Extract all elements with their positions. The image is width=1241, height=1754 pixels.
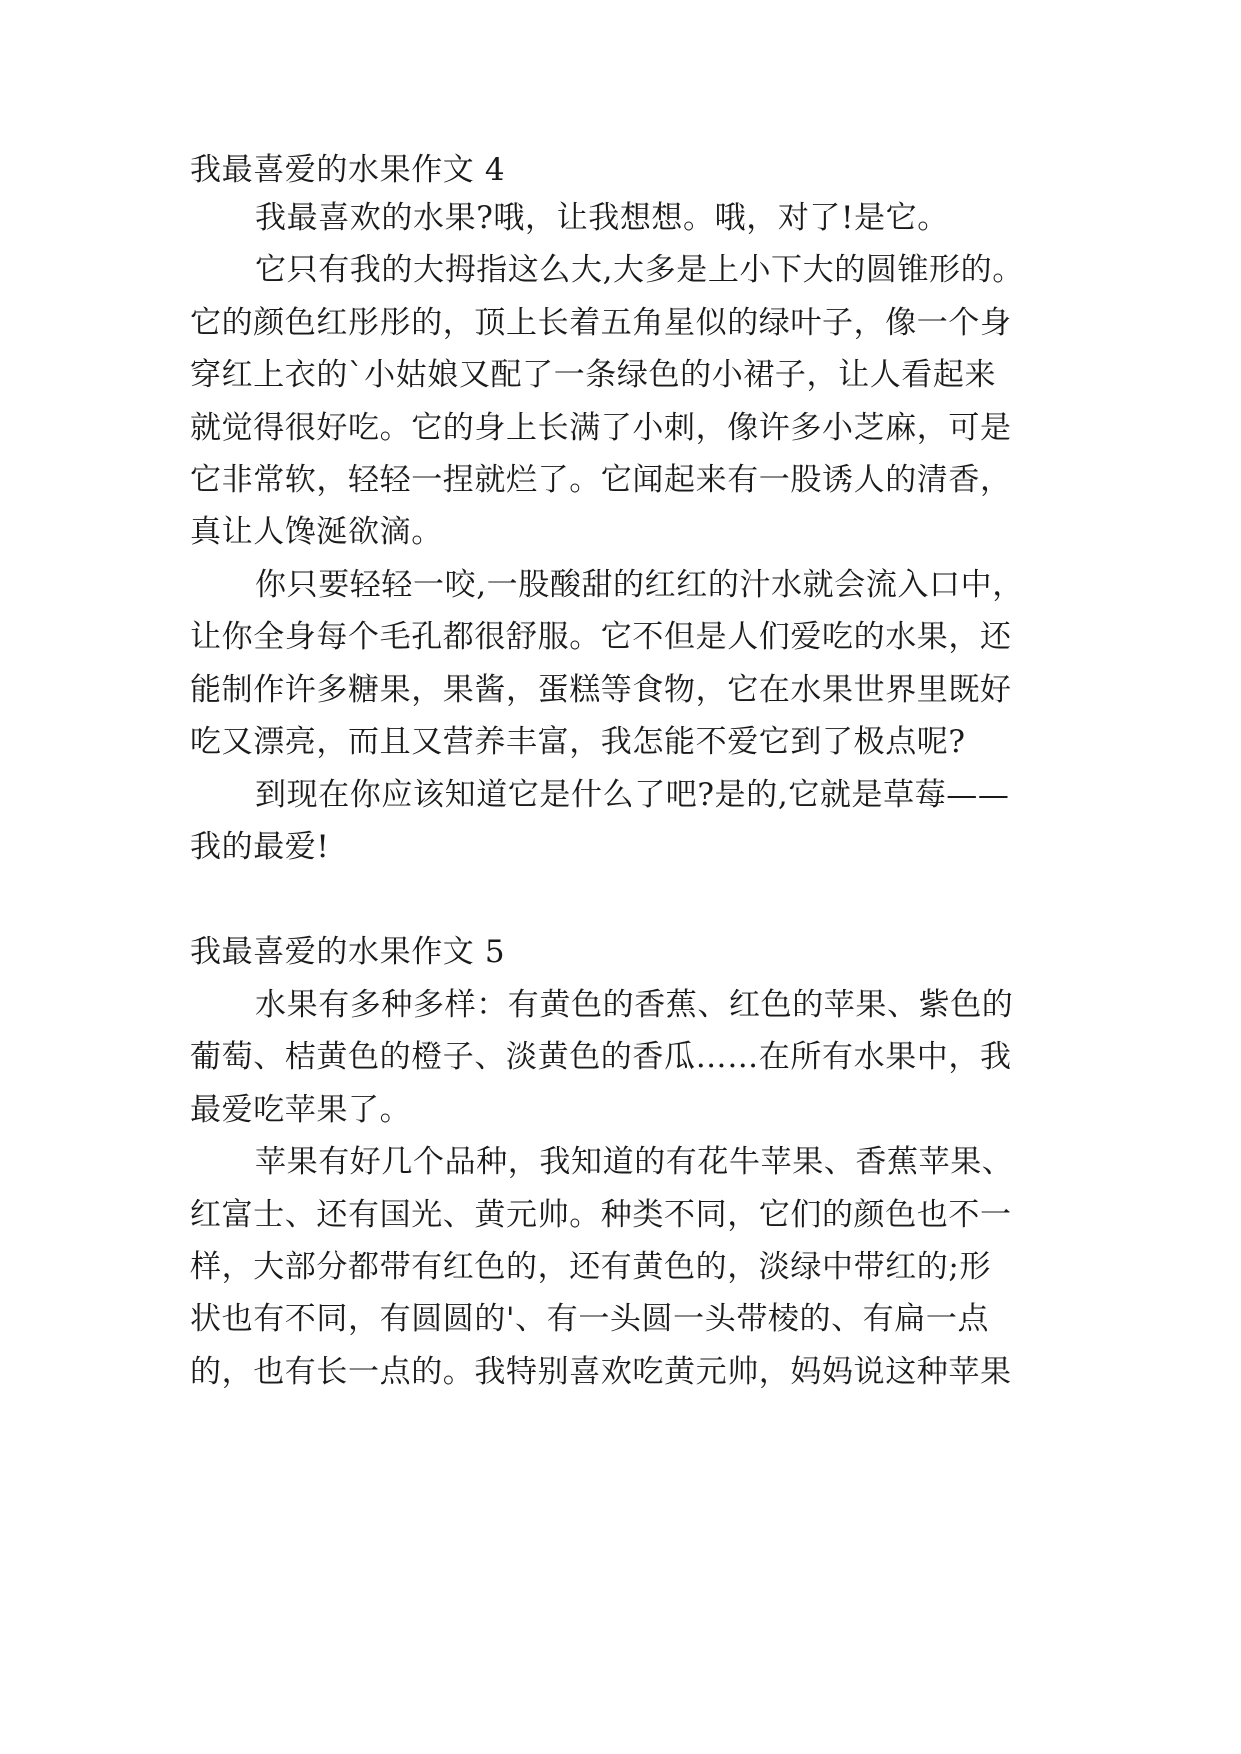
paragraph-line: 它的颜色红彤彤的，顶上长着五角星似的绿叶子，像一个身	[190, 305, 1012, 341]
paragraph-line: 我的最爱!	[190, 829, 330, 865]
paragraph-line: 苹果有好几个品种，我知道的有花牛苹果、香蕉苹果、	[255, 1144, 1014, 1180]
section-title: 我最喜爱的水果作文 5	[190, 934, 506, 970]
paragraph-line: 红富士、还有国光、黄元帅。种类不同，它们的颜色也不一	[190, 1197, 1012, 1233]
paragraph-line: 葡萄、桔黄色的橙子、淡黄色的香瓜……在所有水果中，我	[190, 1039, 1012, 1075]
paragraph-line: 就觉得很好吃。它的身上长满了小刺，像许多小芝麻，可是	[190, 410, 1012, 446]
paragraph-line: 状也有不同，有圆圆的'、有一头圆一头带棱的、有扁一点	[190, 1301, 990, 1337]
section-title: 我最喜爱的水果作文 4	[190, 152, 506, 188]
paragraph-line: 能制作许多糖果，果酱，蛋糕等食物，它在水果世界里既好	[190, 672, 1012, 708]
paragraph-line: 让你全身每个毛孔都很舒服。它不但是人们爱吃的水果，还	[190, 619, 1012, 655]
paragraph-line: 的，也有长一点的。我特别喜欢吃黄元帅，妈妈说这种苹果	[190, 1354, 1012, 1390]
paragraph-line: 它只有我的大拇指这么大,大多是上小下大的圆锥形的。	[255, 252, 1024, 288]
paragraph-line: 最爱吃苹果了。	[190, 1092, 412, 1128]
paragraph-line: 真让人馋涎欲滴。	[190, 514, 443, 550]
paragraph-line: 吃又漂亮，而且又营养丰富，我怎能不爱它到了极点呢?	[190, 724, 966, 760]
paragraph-line: 到现在你应该知道它是什么了吧?是的,它就是草莓——	[255, 777, 1010, 813]
paragraph-line: 它非常软，轻轻一捏就烂了。它闻起来有一股诱人的清香，	[190, 462, 1012, 498]
paragraph-line: 水果有多种多样：有黄色的香蕉、红色的苹果、紫色的	[255, 987, 1014, 1023]
paragraph-line: 你只要轻轻一咬,一股酸甜的红红的汁水就会流入口中，	[255, 567, 1024, 603]
paragraph-line: 样，大部分都带有红色的，还有黄色的，淡绿中带红的;形	[190, 1249, 992, 1285]
paragraph-line: 穿红上衣的`小姑娘又配了一条绿色的小裙子，让人看起来	[190, 357, 997, 393]
paragraph-line: 我最喜欢的水果?哦，让我想想。哦，对了!是它。	[255, 200, 949, 236]
